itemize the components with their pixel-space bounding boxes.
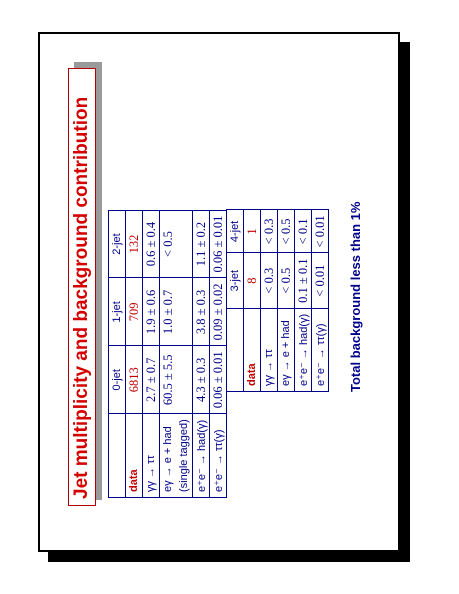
cell-value: 0.09 ± 0.02 [210,278,227,346]
cell-value: < 0.3 [261,210,278,253]
jet-multiplicity-table [108,210,227,498]
table-header-row [109,210,126,497]
cell-value [176,346,193,414]
title-box [68,68,96,506]
slide-title: Jet multiplicity and background contribution [68,68,96,506]
data-row [126,210,143,497]
high-multiplicity-table [226,209,329,392]
row-label: eγ → e + had [160,414,177,498]
cell-value: < 0.5 [278,253,295,308]
table-row [176,210,193,497]
row-label: data [244,308,261,391]
table-header-row [227,210,244,392]
cell-value: 0.6 ± 0.4 [143,210,160,278]
slide-content [62,52,392,532]
data-row [244,210,261,392]
cell-value [176,278,193,346]
row-label: e⁺e⁻ → ττ(γ) [312,308,329,391]
cell-value: 3.8 ± 0.3 [193,278,210,346]
header-cell: 3-jet [227,253,244,308]
cell-value: 60.5 ± 5.5 [160,346,177,414]
row-label: e⁺e⁻ → had(γ) [193,414,210,498]
table-row [295,210,312,392]
cell-value: < 0.01 [312,253,329,308]
cell-value: < 0.01 [312,210,329,253]
data-value: 132 [126,210,143,278]
header-cell: 2-jet [109,210,126,278]
header-cell: 0-jet [109,346,126,414]
cell-value: 1.9 ± 0.6 [143,278,160,346]
background-note: Total background less than 1% [348,201,363,392]
data-value: 8 [244,253,261,308]
cell-value: < 0.5 [278,210,295,253]
cell-value: < 0.5 [160,210,177,278]
table-row [261,210,278,392]
cell-value: 1.1 ± 0.2 [193,210,210,278]
table-row [193,210,210,497]
data-value: 1 [244,210,261,253]
row-label: data [126,414,143,498]
row-label: γγ → ττ [143,414,160,498]
table-row [160,210,177,497]
row-label: e⁺e⁻ → ττ(γ) [210,414,227,498]
cell-value: 4.3 ± 0.3 [193,346,210,414]
cell-value: 1.0 ± 0.7 [160,278,177,346]
cell-value: 2.7 ± 0.7 [143,346,160,414]
row-label: eγ → e + had [278,308,295,391]
table-row [312,210,329,392]
cell-value [176,210,193,278]
table-row [278,210,295,392]
cell-value: 0.1 ± 0.1 [295,253,312,308]
cell-value: < 0.3 [261,253,278,308]
header-cell: 4-jet [227,210,244,253]
cell-value: 0.06 ± 0.01 [210,346,227,414]
header-cell [109,414,126,498]
row-label: γγ → ττ [261,308,278,391]
row-label: (single tagged) [176,414,193,498]
cell-value: < 0.1 [295,210,312,253]
data-value: 709 [126,278,143,346]
data-value: 6813 [126,346,143,414]
row-label: e⁺e⁻ → had(γ) [295,308,312,391]
table-row [210,210,227,497]
table-row [143,210,160,497]
header-cell: 1-jet [109,278,126,346]
cell-value: 0.06 ± 0.01 [210,210,227,278]
header-cell [227,308,244,391]
